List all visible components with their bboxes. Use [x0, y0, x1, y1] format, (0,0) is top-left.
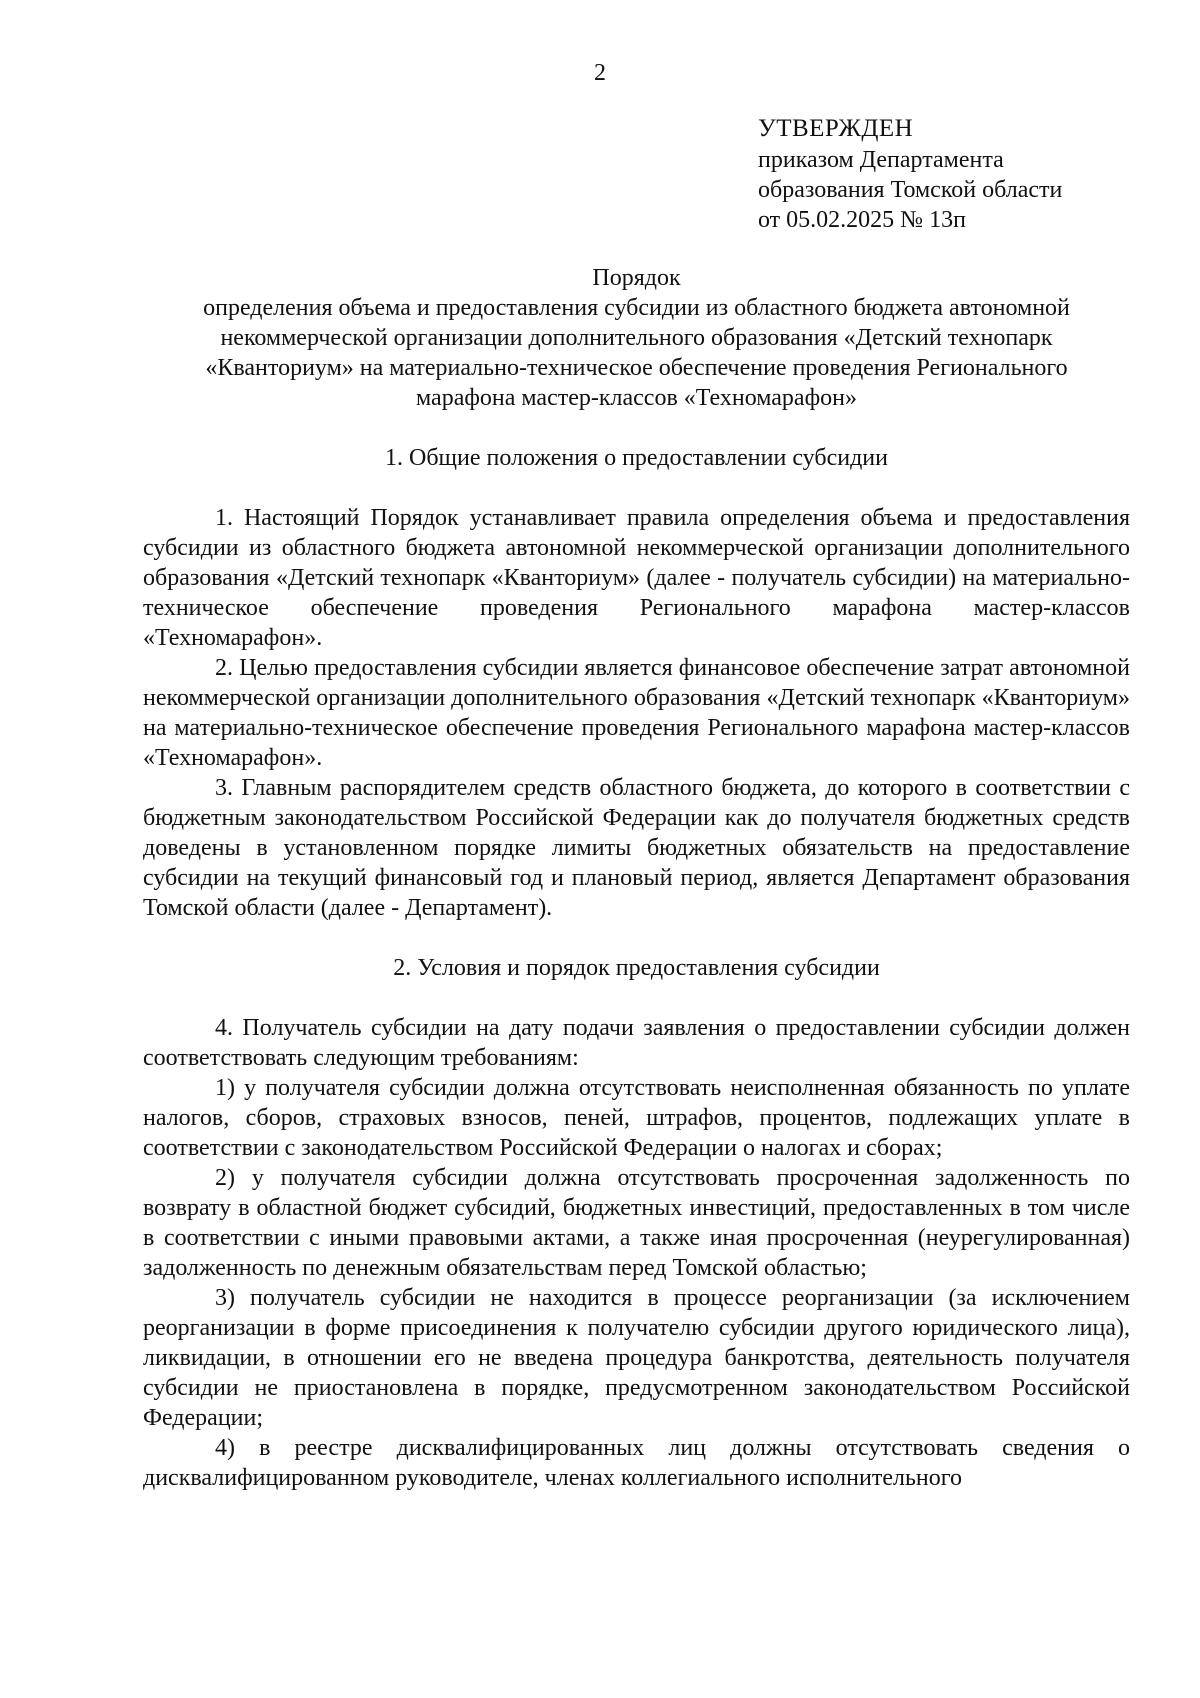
list-item-4: 4) в реестре дисквалифицированных лиц должны отсутствовать сведения о дисквалифицированном руководителе, членах коллегиального исполнительного	[143, 1435, 1130, 1491]
section-2-title: 2. Условия и порядок предоставления субсидии	[393, 955, 880, 981]
list-item-1: 1) у получателя субсидии должна отсутствовать неисполненная обязанность по уплате налогов, сборов, страховых взносов, пеней, штрафов, процентов, подлежащих уплате в соответствии с законодательством Российской Федерации о налогах и сборах;	[143, 1075, 1130, 1161]
approval-stamp	[758, 114, 1062, 235]
section-1-title: 1. Общие положения о предоставлении субсидии	[385, 445, 888, 471]
paragraph-2: 2. Целью предоставления субсидии является финансовое обеспечение затрат автономной некоммерческой организации дополнительного образования «Детский технопарк «Кванториум» на материально-техническое обеспечение проведения Регионального марафона мастер-классов «Техномарафон».	[143, 655, 1130, 771]
document-title-line: определения объема и предоставления субсидии из областного бюджета автономной	[203, 295, 1070, 321]
paragraph-1: 1. Настоящий Порядок устанавливает правила определения объема и предоставления субсидии из областного бюджета автономной некоммерческой организации дополнительного образования «Детский технопарк «Кванториум» (далее - получатель субсидии) на материально-техническое обеспечение проведения Регионального марафона мастер-классов «Техномарафон».	[143, 505, 1130, 651]
paragraph-3: 3. Главным распорядителем средств областного бюджета, до которого в соответствии с бюджетным законодательством Российской Федерации как до получателя бюджетных средств доведены в установленном порядке лимиты бюджетных обязательств на предоставление субсидии на текущий финансовый год и плановый период, является Департамент образования Томской области (далее - Департамент).	[143, 775, 1130, 921]
document-title	[143, 263, 1130, 413]
document-title-line: «Кванториум» на материально-техническое обеспечение проведения Регионального	[205, 355, 1068, 381]
approval-line: от 05.02.2025 № 13п	[758, 207, 966, 233]
document-title-line: марафона мастер-классов «Техномарафон»	[416, 385, 857, 411]
document-body	[143, 263, 1130, 1493]
list-item-3: 3) получатель субсидии не находится в процессе реорганизации (за исключением реорганизации в форме присоединения к получателю субсидии другого юридического лица), ликвидации, в отношении его не введена процедура банкротства, деятельность получателя субсидии не приостановлена в порядке, предусмотренном законодательством Российской Федерации;	[143, 1285, 1130, 1431]
document-title-line: некоммерческой организации дополнительного образования «Детский технопарк	[220, 325, 1053, 351]
page-number: 2	[594, 60, 606, 86]
approval-title: УТВЕРЖДЕН	[758, 115, 914, 142]
document-title-heading: Порядок	[592, 265, 681, 291]
list-item-2: 2) у получателя субсидии должна отсутствовать просроченная задолженность по возврату в областной бюджет субсидий, бюджетных инвестиций, предоставленных в том числе в соответствии с иными правовыми актами, а также иная просроченная (неурегулированная) задолженность по денежным обязательствам перед Томской областью;	[143, 1165, 1130, 1281]
approval-line: приказом Департамента	[758, 147, 1004, 173]
approval-line: образования Томской области	[758, 177, 1063, 203]
paragraph-4: 4. Получатель субсидии на дату подачи заявления о предоставлении субсидии должен соответствовать следующим требованиям:	[143, 1015, 1130, 1071]
